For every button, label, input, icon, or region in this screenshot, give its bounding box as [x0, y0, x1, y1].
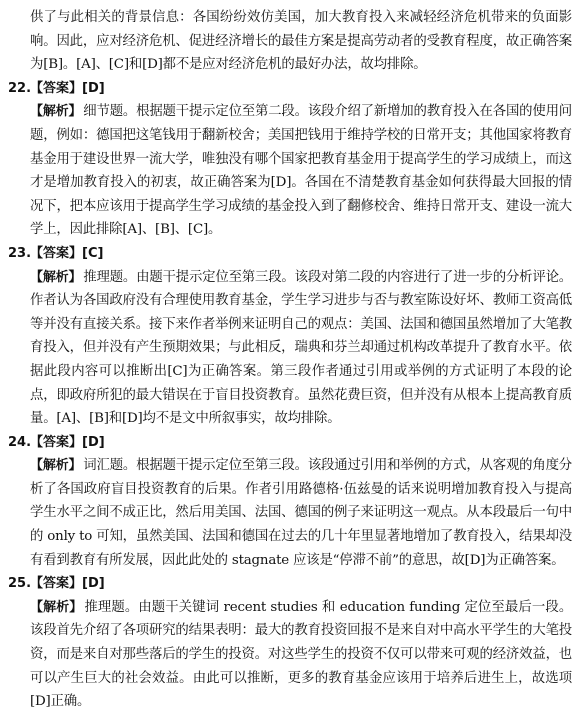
question-number: 24. — [8, 434, 32, 450]
explanation-paragraph — [8, 454, 572, 572]
answer-tag: 【答案】 — [30, 80, 83, 96]
question-number: 25. — [8, 576, 32, 592]
explanation-text: 推理题。由题干关键词 recent studies 和 education funding 定位至最后一段。该段首先介绍了各项研究的结果表明：最大的教育投资回报不是来自对中高水平学生的大笔投资，而是来自对那些落后的学生的投资。对这些学生的投资不仅可以带来可观的经济效益，也可以产生巨大的社会效益。由此可以推断，更多的教育基金应该用于培养后进生上，故选项[D]正确。 — [30, 599, 573, 710]
answer-value: [D] — [82, 434, 105, 450]
answer-line — [8, 572, 572, 596]
explanation-tag: 【解析】 — [30, 599, 83, 615]
answer-line — [8, 77, 572, 101]
answer-item-25 — [8, 572, 572, 714]
answer-line — [8, 431, 572, 455]
explanation-tag: 【解析】 — [30, 458, 82, 474]
answer-value: [C] — [82, 245, 104, 261]
answer-item-22 — [8, 77, 572, 242]
answer-line — [8, 242, 572, 266]
answer-tag: 【答案】 — [30, 576, 83, 592]
answer-value: [D] — [82, 576, 105, 592]
answer-tag: 【答案】 — [30, 245, 83, 261]
question-number: 22. — [8, 80, 32, 96]
explanation-paragraph — [8, 596, 572, 714]
answer-item-24 — [8, 431, 572, 573]
explanation-paragraph — [8, 266, 572, 431]
explanation-tag: 【解析】 — [30, 104, 82, 120]
question-number: 23. — [8, 245, 32, 261]
explanation-text: 词汇题。根据题干提示定位至第三段。该段通过引用和举例的方式，从客观的角度分析了各国政府盲目投资教育的后果。作者引用路德格·伍兹曼的话来说明增加教育投入与提高学生水平之间不成正比，然后用美国、法国、德国的例子来证明这一观点。从本段最后一句中的 only to 可知，虽然美国、法国和德国在过去的几十年里显著地增加了教育投入，结果却没有看到教育有所发展，因此此处的 stagnate 应该是“停滞不前”的意思，故[D]为正确答案。 — [30, 458, 572, 568]
explanation-tag: 【解析】 — [30, 269, 82, 285]
intro-paragraph: 供了与此相关的背景信息：各国纷纷效仿美国，加大教育投入来减轻经济危机带来的负面影响。因此，应对经济危机、促进经济增长的最佳方案是提高劳动者的受教育程度，故正确答案为[B]。[A]、[C]和[D]都不是应对经济危机的最好办法，故均排除。 — [30, 10, 572, 73]
explanation-text: 细节题。根据题干提示定位至第二段。该段介绍了新增加的教育投入在各国的使用问题，例如：德国把这笔钱用于翻新校舍；美国把钱用于维持学校的日常开支；其他国家将教育基金用于建设世界一流大学，唯独没有哪个国家把教育基金用于提高学生的学习成绩上，而这才是增加教育投入的初衷，故正确答案为[D]。各国在不清楚教育基金如何获得最大回报的情况下，把本应该用于提高学生学习成绩的基金投入到了翻修校舍、维持日常开支、建设一流大学上，因此排除[A]、[B]、[C]。 — [30, 104, 572, 238]
answer-item-23 — [8, 242, 572, 431]
answer-value: [D] — [82, 80, 105, 96]
explanation-text: 推理题。由题干提示定位至第三段。该段对第二段的内容进行了进一步的分析评论。作者认为各国政府没有合理使用教育基金，学生学习进步与否与教室陈设好坏、教师工资高低等并没有直接关系。接下来作者举例来证明自己的观点：美国、法国和德国虽然增加了大笔教育投入，但并没有产生预期效果；与此相反，瑞典和芬兰却通过机构改革提升了教育水平。依据此段内容可以推断出[C]为正确答案。第三段作者通过引用或举例的方式证明了本段的论点，即政府所犯的最大错误在于盲目投资教育。虽然花费巨资，但并没有从根本上提高教育质量。[A]、[B]和[D]均不是文中所叙事实，故均排除。 — [30, 269, 572, 427]
explanation-paragraph — [8, 100, 572, 242]
answer-tag: 【答案】 — [30, 434, 83, 450]
